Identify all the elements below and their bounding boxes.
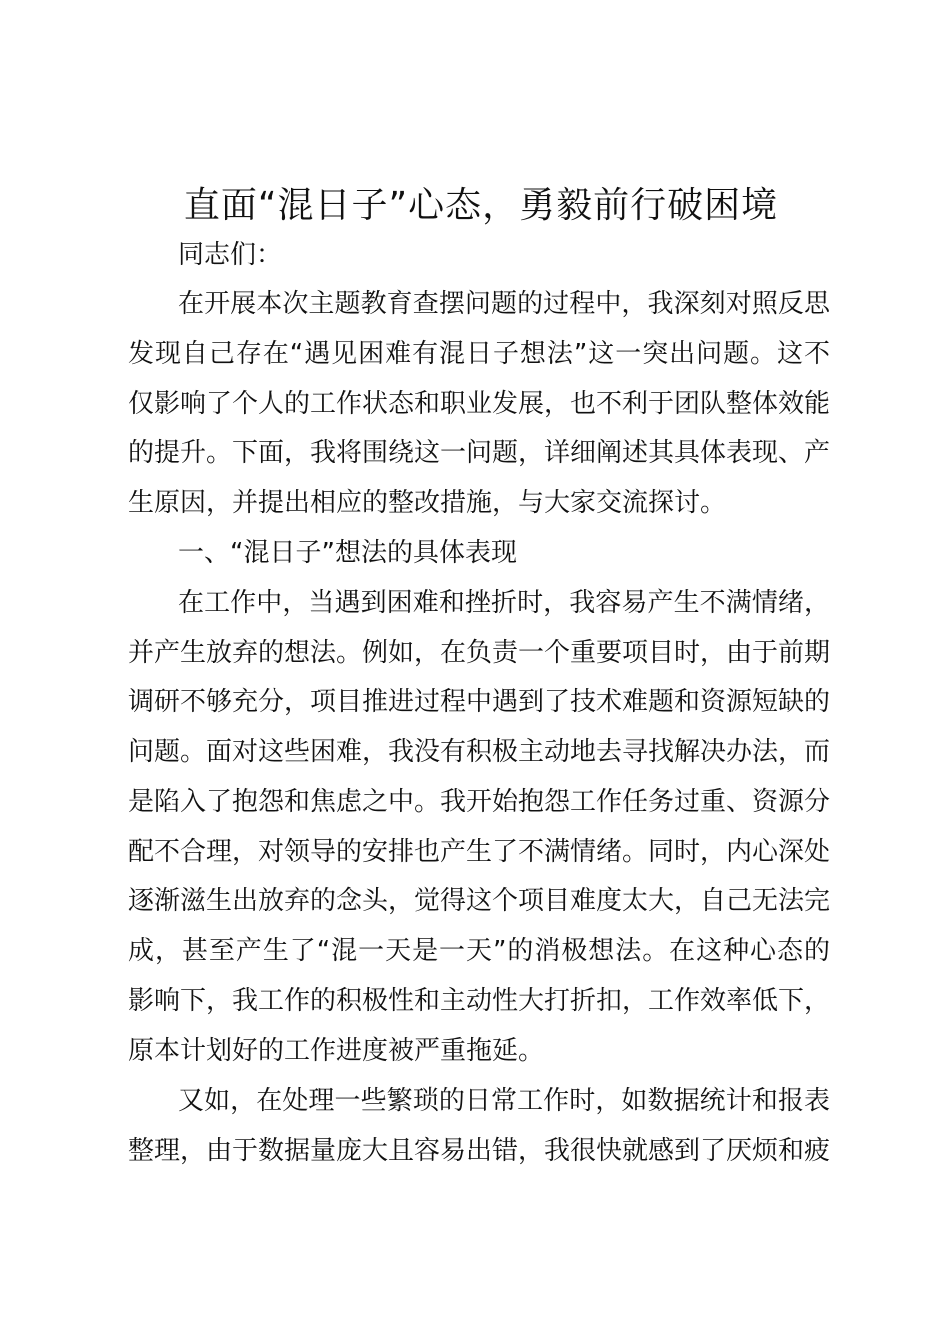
paragraph-2-line-6: 配不合理，对领导的安排也产生了不满情绪。同时，内心深处 <box>128 837 830 867</box>
salutation: 同志们： <box>178 240 283 270</box>
paragraph-2-line-9: 影响下，我工作的积极性和主动性大打折扣，工作效率低下， <box>128 986 830 1016</box>
paragraph-2-line-8: 成，甚至产生了“混一天是一天”的消极想法。在这种心态的 <box>128 936 830 966</box>
paragraph-2-line-3: 调研不够充分，项目推进过程中遇到了技术难题和资源短缺的 <box>128 687 830 717</box>
paragraph-1-line-2: 发现自己存在“遇见困难有混日子想法”这一突出问题。这不 <box>128 339 830 369</box>
paragraph-2-line-10: 原本计划好的工作进度被严重拖延。 <box>128 1036 545 1066</box>
section-1-heading: 一、“混日子”想法的具体表现 <box>178 538 517 568</box>
paragraph-1-line-4: 的提升。下面，我将围绕这一问题，详细阐述其具体表现、产 <box>128 438 830 468</box>
paragraph-2-line-2: 并产生放弃的想法。例如，在负责一个重要项目时，由于前期 <box>128 638 830 668</box>
paragraph-3-line-2: 整理，由于数据量庞大且容易出错，我很快就感到了厌烦和疲 <box>128 1136 830 1166</box>
paragraph-1-line-5: 生原因，并提出相应的整改措施，与大家交流探讨。 <box>128 488 727 518</box>
paragraph-2-line-7: 逐渐滋生出放弃的念头，觉得这个项目难度太大，自己无法完 <box>128 886 830 916</box>
paragraph-2-line-5: 是陷入了抱怨和焦虑之中。我开始抱怨工作任务过重、资源分 <box>128 787 830 817</box>
paragraph-2-line-1: 在工作中，当遇到困难和挫折时，我容易产生不满情绪， <box>178 588 830 618</box>
paragraph-1-line-1: 在开展本次主题教育查摆问题的过程中，我深刻对照反思 <box>178 289 830 319</box>
document-title: 直面“混日子”心态，勇毅前行破困境 <box>183 185 779 226</box>
paragraph-2-line-4: 问题。面对这些困难，我没有积极主动地去寻找解决办法，而 <box>128 737 830 767</box>
paragraph-3-line-1: 又如，在处理一些繁琐的日常工作时，如数据统计和报表 <box>178 1086 830 1116</box>
paragraph-1-line-3: 仅影响了个人的工作状态和职业发展，也不利于团队整体效能 <box>128 389 830 419</box>
